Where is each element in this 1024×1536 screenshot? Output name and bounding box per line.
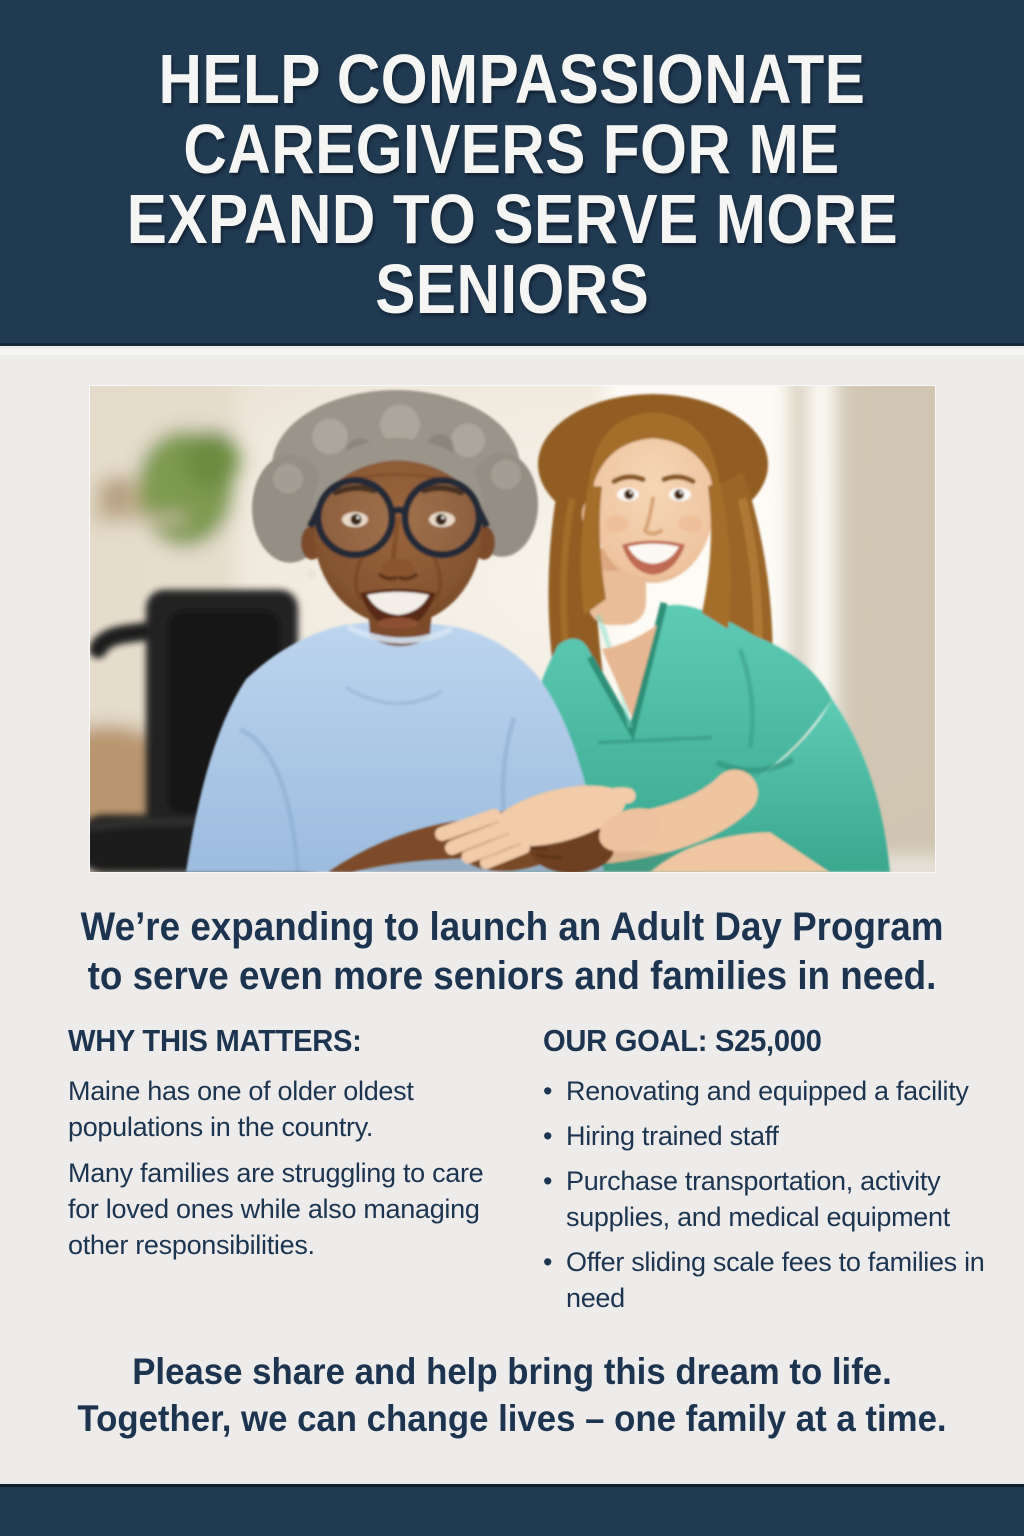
bullet-text: Purchase transportation, activity supplies, and medical equipment xyxy=(566,1166,950,1232)
cta-line-1: Please share and help bring this dream to life. xyxy=(132,1351,892,1392)
subtitle-line-2: to serve even more seniors and families in need. xyxy=(87,954,937,998)
bullet-marker: • xyxy=(543,1247,553,1277)
bullet-marker: • xyxy=(543,1076,553,1106)
why-paragraph: Many families are struggling to care for loved ones while also managing other responsibilities. xyxy=(68,1158,484,1260)
why-paragraphs xyxy=(68,1073,518,1263)
hero-photo xyxy=(90,386,935,872)
hero-photo-svg xyxy=(90,386,935,872)
headline-line: SENIORS xyxy=(375,250,649,328)
bullet-text: Hiring trained staff xyxy=(566,1121,779,1151)
bullet-marker: • xyxy=(543,1121,553,1151)
cta-line-2: Together, we can change lives – one family at a time. xyxy=(77,1398,947,1439)
headline-line: HELP COMPASSIONATE xyxy=(158,40,866,118)
goal-bullet-list xyxy=(543,1073,1005,1316)
subtitle-line-1: We’re expanding to launch an Adult Day Program xyxy=(80,905,944,949)
bullet-text: Renovating and equipped a facility xyxy=(566,1076,969,1106)
why-section xyxy=(68,1022,518,1273)
headline xyxy=(0,0,1024,328)
goal-heading: OUR GOAL: S25,000 xyxy=(543,1023,822,1058)
why-heading: WHY THIS MATTERS: xyxy=(68,1023,362,1058)
why-paragraph: Maine has one of older oldest populations in the country. xyxy=(68,1076,414,1142)
headline-line: EXPAND TO SERVE MORE xyxy=(126,180,898,258)
call-to-action xyxy=(0,1348,1024,1442)
goal-bullet-item xyxy=(543,1118,1005,1154)
goal-bullet-item xyxy=(543,1244,1005,1316)
subtitle xyxy=(0,903,1024,1001)
goal-bullet-item xyxy=(543,1073,1005,1109)
header-banner xyxy=(0,0,1024,346)
headline-line: CAREGIVERS FOR ME xyxy=(183,110,841,188)
goal-bullet-item xyxy=(543,1163,1005,1235)
header-divider xyxy=(0,349,1024,355)
goal-section xyxy=(543,1022,1005,1325)
bullet-marker: • xyxy=(543,1166,553,1196)
footer-bar xyxy=(0,1484,1024,1536)
bullet-text: Offer sliding scale fees to families in need xyxy=(566,1247,985,1313)
